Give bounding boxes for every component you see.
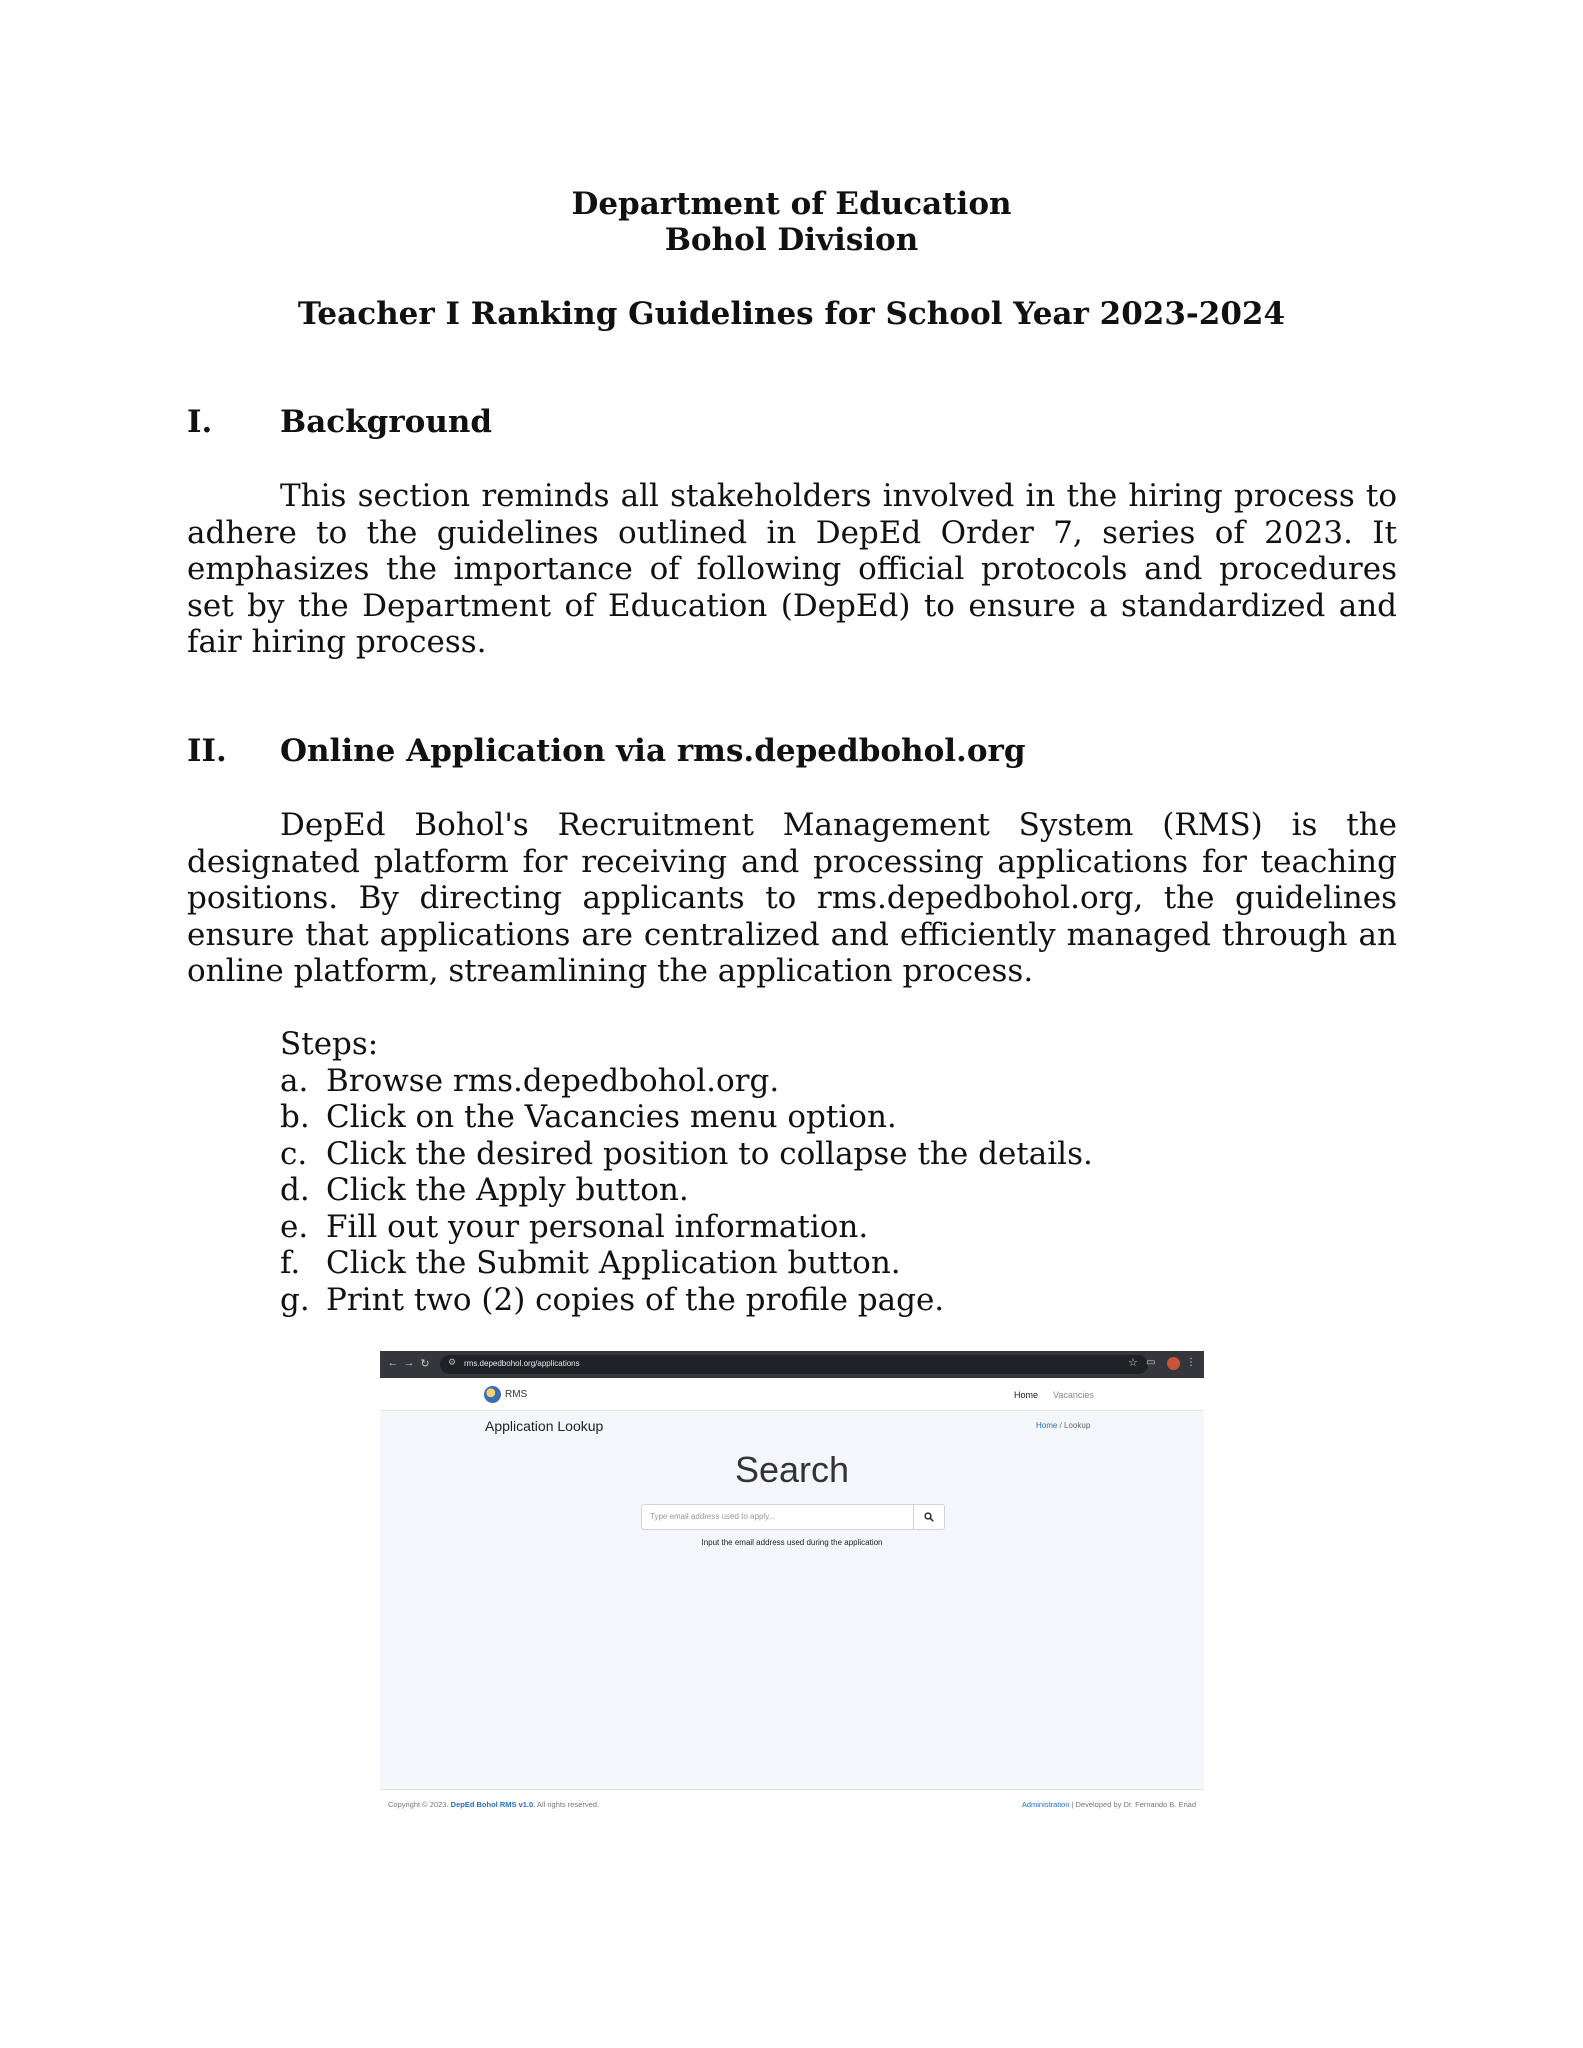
step-item [280,1172,1093,1209]
breadcrumb-home-link[interactable]: Home [1036,1421,1058,1430]
nav-home-link[interactable]: Home [1014,1390,1039,1400]
step-text: Print two (2) copies of the profile page. [326,1281,945,1318]
step-text: Browse rms.depedbohol.org. [326,1062,780,1099]
step-marker: d. [280,1172,310,1208]
footer-copyright [388,1800,599,1809]
step-item [280,1245,1093,1282]
developer-credit: | Developed by Dr. Fernando B. Enad [1071,1800,1196,1809]
rms-screenshot [380,1351,1204,1817]
address-text: rms.depedbohol.org/applications [464,1359,580,1368]
online-application-paragraph: DepEd Bohol's Recruitment Management System (RMS) is the designated platform for receiving and processing applications for teaching positions. By directing applicants to rms.depedbohol.org, the guidelines ensure that applications are centralized and efficiently managed through an online platform, streamlining the application process. [187,807,1397,989]
profile-avatar[interactable] [1167,1357,1180,1370]
rights-text: All rights reserved. [536,1800,600,1809]
section-number: II. [187,733,227,769]
step-marker: f. [280,1245,301,1281]
step-marker: e. [280,1208,309,1245]
background-paragraph: This section reminds all stakeholders involved in the hiring process to adhere to the guidelines outlined in DepEd Order 7, series of 2023. It emphasizes the importance of following official protocols and procedures set by the Department of Education (DepEd) to ensure a standardized and fair hiring process. [187,478,1397,660]
site-info-icon[interactable]: ⚙ [448,1357,457,1367]
search-button[interactable] [913,1505,944,1529]
star-icon[interactable]: ☆ [1128,1357,1138,1369]
email-search-input[interactable] [642,1505,912,1527]
menu-dots-icon[interactable]: ⋮ [1186,1357,1196,1368]
search-help-text: Input the email address used during the application [701,1538,883,1547]
step-text: Click on the Vacancies menu option. [326,1099,897,1135]
step-text: Click the desired position to collapse the details. [326,1135,1093,1172]
step-marker: b. [280,1099,310,1135]
step-text: Fill out your personal information. [326,1208,869,1245]
step-marker: g. [280,1281,310,1318]
section-title: Online Application via rms.depedbohol.org [280,733,1026,769]
step-marker: a. [280,1062,309,1099]
step-marker: c. [280,1135,308,1172]
section-number: I. [187,404,213,440]
division-name: Bohol Division [664,222,919,258]
search-icon [924,1512,934,1522]
search-heading: Search [734,1449,850,1490]
steps-list [280,1063,1093,1319]
steps-label: Steps: [280,1026,379,1062]
search-group [641,1504,945,1530]
page-title: Application Lookup [485,1418,604,1434]
breadcrumb-separator: / [1059,1421,1062,1430]
deped-logo-icon[interactable] [484,1386,501,1403]
step-item [280,1209,1093,1246]
nav-vacancies-link[interactable]: Vacancies [1053,1390,1094,1400]
breadcrumb-current: Lookup [1064,1421,1091,1430]
org-name: Department of Education [571,186,1012,222]
app-name-link[interactable]: DepEd Bohol RMS v1.0. [450,1800,536,1809]
address-bar[interactable] [440,1355,1148,1374]
arrow-left-icon[interactable]: ← [387,1357,399,1369]
step-item [280,1282,1093,1319]
arrow-right-icon[interactable]: → [403,1357,415,1369]
copyright-prefix: Copyright © 2023. [388,1800,449,1809]
step-text: Click the Submit Application button. [326,1245,901,1281]
section-heading-online-application [187,733,1026,769]
administration-link[interactable]: Administration [1021,1800,1070,1809]
steps-block [280,1026,1093,1318]
section-title: Background [280,404,493,440]
step-item [280,1063,1093,1100]
step-item [280,1099,1093,1136]
footer-credits [1022,1800,1196,1809]
extension-icon[interactable]: ▭ [1146,1357,1156,1368]
section-heading-background [187,404,492,440]
brand-name[interactable]: RMS [505,1389,528,1400]
step-item [280,1136,1093,1173]
step-text: Click the Apply button. [326,1172,689,1208]
document-title: Teacher I Ranking Guidelines for School Year 2023-2024 [297,296,1286,332]
breadcrumb [1036,1421,1090,1430]
reload-icon[interactable]: ↻ [420,1358,430,1370]
browser-toolbar [380,1351,1204,1378]
site-footer [380,1789,1204,1817]
site-navbar [380,1378,1204,1411]
